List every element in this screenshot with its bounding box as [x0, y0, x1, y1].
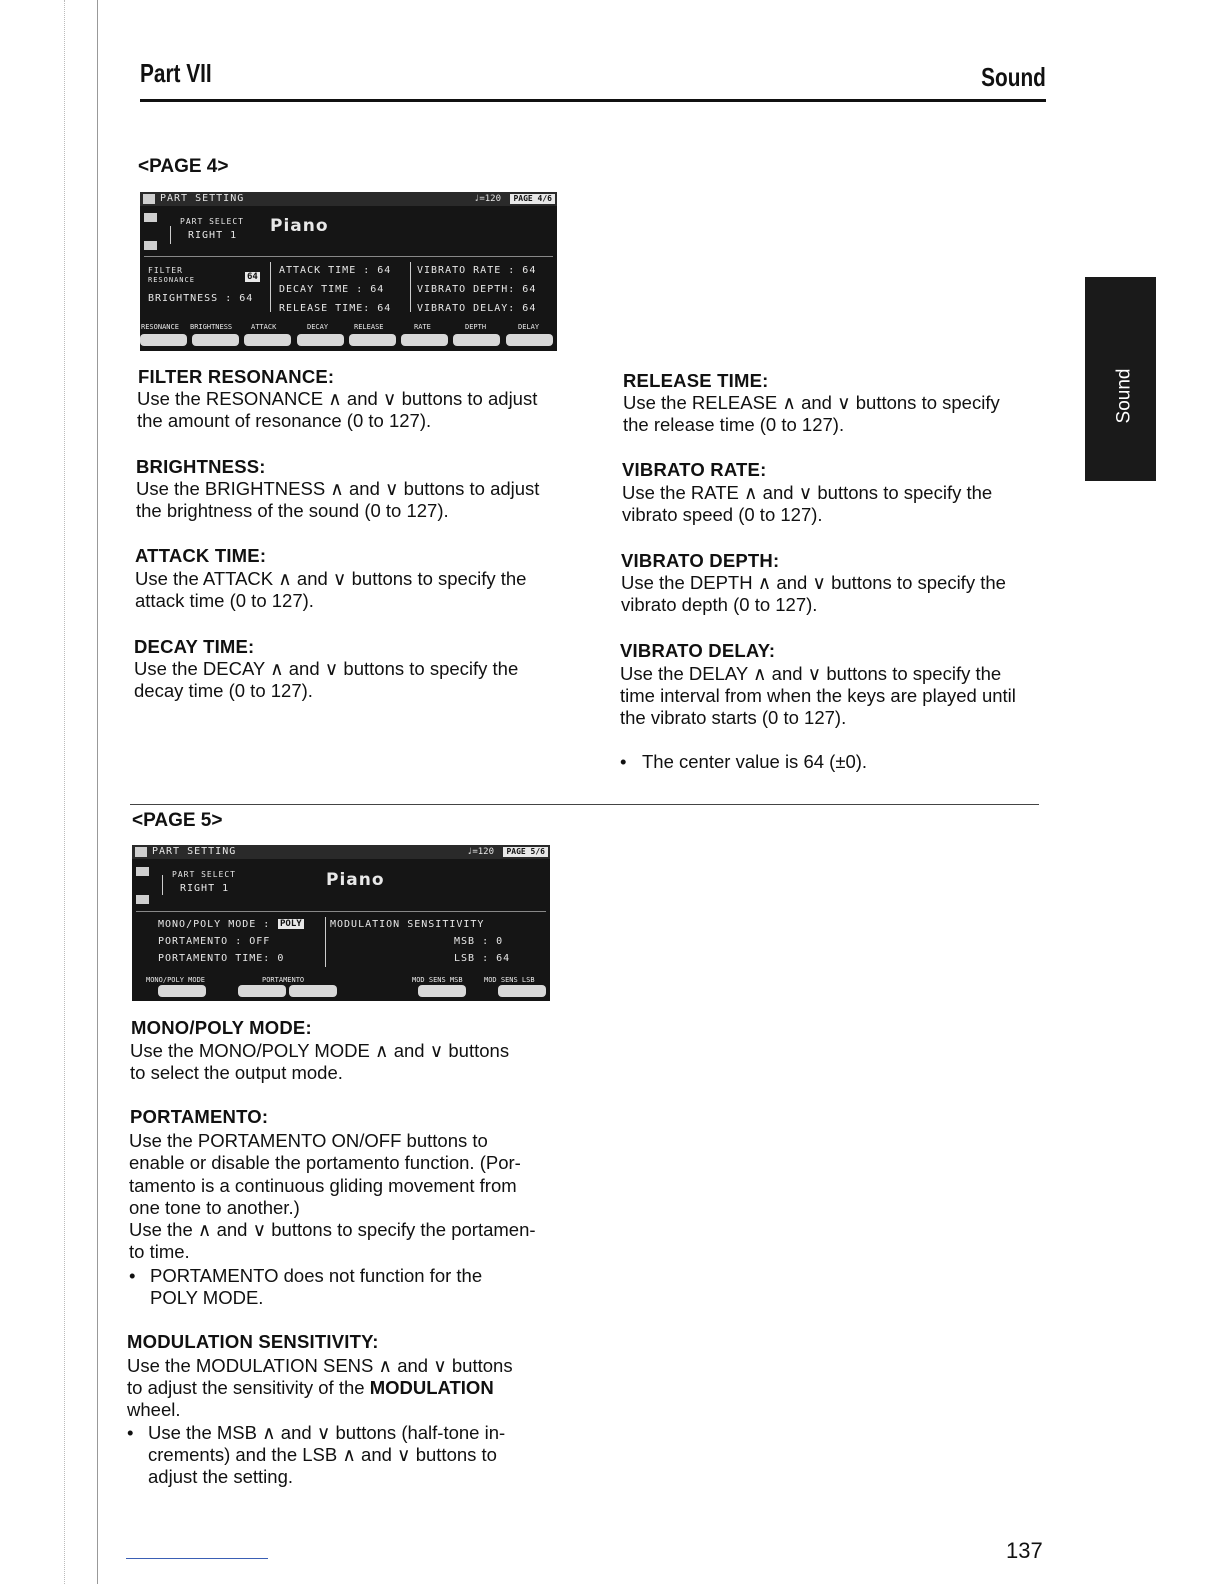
- bullet-dot: •: [129, 1265, 136, 1286]
- decay-line: DECAY TIME : 64: [279, 284, 385, 295]
- bullet-dot: •: [127, 1422, 134, 1443]
- release-button-label: RELEASE: [354, 323, 384, 331]
- decay-updown-button[interactable]: [297, 334, 344, 346]
- depth-updown-button[interactable]: [453, 334, 500, 346]
- delay-updown-button[interactable]: [506, 334, 553, 346]
- vibrato-delay-line: VIBRATO DELAY: 64: [417, 303, 537, 314]
- lcd-tempo: ♩=120: [473, 194, 501, 204]
- attack-updown-button[interactable]: [244, 334, 291, 346]
- attack-time-title: ATTACK TIME:: [135, 545, 267, 566]
- page4-label: <PAGE 4>: [138, 156, 229, 177]
- resonance-label: RESONANCE: [148, 276, 195, 284]
- part-down-icon: [136, 895, 149, 904]
- attack-time-text-2: attack time (0 to 127).: [135, 590, 314, 611]
- lcd-divider: [270, 262, 271, 312]
- portamento-text-5: Use the ∧ and ∨ buttons to specify the portamen-: [129, 1219, 536, 1240]
- resonance-value: 64: [247, 272, 258, 282]
- footer-rule: [126, 1558, 268, 1559]
- attack-button-label: ATTACK: [251, 323, 277, 331]
- release-time-title: RELEASE TIME:: [623, 370, 769, 391]
- rate-updown-button[interactable]: [401, 334, 448, 346]
- part-select-value: RIGHT 1: [180, 883, 230, 894]
- attack-line: ATTACK TIME : 64: [279, 265, 392, 276]
- modulation-text-2a: to adjust the sensitivity of the: [127, 1377, 365, 1398]
- portamento-text-1: Use the PORTAMENTO ON/OFF buttons to: [129, 1130, 488, 1151]
- mod-sens-lsb-button-label: MOD SENS LSB: [484, 976, 535, 984]
- decay-time-text-1: Use the DECAY ∧ and ∨ buttons to specify the: [134, 658, 519, 679]
- mono-poly-button-label: MONO/POLY MODE: [146, 976, 206, 984]
- portamento-title: PORTAMENTO:: [130, 1106, 269, 1127]
- part-header: Part VII: [140, 58, 212, 88]
- decay-time-title: DECAY TIME:: [134, 636, 255, 657]
- release-time-text-1: Use the RELEASE ∧ and ∨ buttons to specify: [623, 392, 1000, 413]
- page4-lcd-screen: [140, 192, 557, 351]
- mod-sens-lsb-button[interactable]: [498, 985, 546, 997]
- modulation-text-1: Use the MODULATION SENS ∧ and ∨ buttons: [127, 1355, 513, 1376]
- lcd-divider: [136, 911, 546, 912]
- instrument-name: Piano: [270, 216, 329, 236]
- modulation-bullet-2: crements) and the LSB ∧ and ∨ buttons to: [148, 1444, 497, 1465]
- decay-button-label: DECAY: [307, 323, 329, 331]
- portamento-time-line: PORTAMENTO TIME: 0: [158, 953, 285, 964]
- mono-poly-updown-button[interactable]: [158, 985, 206, 997]
- lcd-divider: [162, 875, 163, 895]
- resonance-updown-button[interactable]: [140, 334, 187, 346]
- side-tab-label: Sound: [1113, 368, 1135, 424]
- part-setting-icon: [135, 847, 147, 857]
- portamento-onoff-button[interactable]: [238, 985, 286, 997]
- lcd-title: PART SETTING: [152, 846, 237, 857]
- brightness-button-label: BRIGHTNESS: [190, 323, 233, 331]
- lsb-line: LSB : 64: [454, 953, 511, 964]
- modulation-wheel-bold: MODULATION: [369, 1377, 494, 1398]
- vibrato-rate-title: VIBRATO RATE:: [622, 459, 767, 480]
- lcd-tempo: ♩=120: [466, 847, 494, 857]
- portamento-bullet-2: POLY MODE.: [150, 1287, 264, 1308]
- vibrato-depth-title: VIBRATO DEPTH:: [621, 550, 780, 571]
- modulation-bullet-3: adjust the setting.: [148, 1466, 294, 1487]
- mono-poly-text-2: to select the output mode.: [130, 1062, 343, 1083]
- vibrato-depth-text-1: Use the DEPTH ∧ and ∨ buttons to specify the: [621, 572, 1006, 593]
- mod-sens-msb-button[interactable]: [418, 985, 466, 997]
- vibrato-depth-line: VIBRATO DEPTH: 64: [417, 284, 537, 295]
- brightness-line: BRIGHTNESS : 64: [148, 293, 254, 304]
- section-divider: [130, 804, 1039, 805]
- page5-label: <PAGE 5>: [132, 810, 223, 831]
- page-number: 137: [1006, 1538, 1043, 1563]
- lcd-divider: [410, 262, 411, 312]
- vibrato-delay-text-1: Use the DELAY ∧ and ∨ buttons to specify the: [620, 663, 1002, 684]
- page5-lcd-screen: [132, 845, 550, 1001]
- header-rule: [140, 99, 1046, 102]
- vibrato-rate-line: VIBRATO RATE : 64: [417, 265, 537, 276]
- modulation-title: MODULATION SENSITIVITY:: [127, 1331, 379, 1352]
- brightness-text-1: Use the BRIGHTNESS ∧ and ∨ buttons to adjust: [136, 478, 540, 499]
- portamento-text-2: enable or disable the portamento function. (Por-: [129, 1152, 521, 1173]
- portamento-text-3: tamento is a continuous gliding movement from: [129, 1175, 517, 1196]
- modulation-text-2: [127, 1377, 494, 1400]
- resonance-button-label: RESONANCE: [141, 323, 179, 331]
- mono-poly-line: MONO/POLY MODE :: [158, 919, 271, 930]
- mono-poly-title: MONO/POLY MODE:: [131, 1017, 312, 1038]
- lcd-divider: [325, 917, 326, 967]
- filter-label: FILTER: [148, 266, 183, 275]
- mod-sens-msb-button-label: MOD SENS MSB: [412, 976, 463, 984]
- rate-button-label: RATE: [414, 323, 431, 331]
- vibrato-rate-text-1: Use the RATE ∧ and ∨ buttons to specify the: [622, 482, 993, 503]
- modulation-bullet-1: Use the MSB ∧ and ∨ buttons (half-tone in-: [148, 1422, 506, 1443]
- vibrato-delay-text-3: the vibrato starts (0 to 127).: [620, 707, 847, 728]
- bullet-dot: •: [620, 751, 627, 772]
- center-value-note: The center value is 64 (±0).: [642, 751, 868, 772]
- decay-time-text-2: decay time (0 to 127).: [134, 680, 313, 701]
- part-setting-icon: [143, 194, 155, 204]
- part-down-icon: [144, 241, 157, 250]
- binder-margin-line: [97, 0, 98, 1584]
- section-header: Sound: [981, 62, 1046, 92]
- filter-resonance-text-1: Use the RESONANCE ∧ and ∨ buttons to adjust: [137, 388, 538, 409]
- release-updown-button[interactable]: [349, 334, 396, 346]
- msb-line: MSB : 0: [454, 936, 504, 947]
- filter-resonance-title: FILTER RESONANCE:: [138, 366, 335, 387]
- part-up-icon: [144, 213, 157, 222]
- mod-sens-label: MODULATION SENSITIVITY: [330, 919, 485, 930]
- portamento-line: PORTAMENTO : OFF: [158, 936, 271, 947]
- mono-poly-text-1: Use the MONO/POLY MODE ∧ and ∨ buttons: [130, 1040, 510, 1061]
- delay-button-label: DELAY: [518, 323, 540, 331]
- vibrato-rate-text-2: vibrato speed (0 to 127).: [622, 504, 823, 525]
- part-select-value: RIGHT 1: [188, 230, 238, 241]
- brightness-updown-button[interactable]: [192, 334, 239, 346]
- part-up-icon: [136, 867, 149, 876]
- section-side-tab: [1085, 277, 1156, 481]
- release-time-text-2: the release time (0 to 127).: [623, 414, 845, 435]
- portamento-text-6: to time.: [129, 1241, 190, 1262]
- portamento-updown-button[interactable]: [289, 985, 337, 997]
- release-line: RELEASE TIME: 64: [279, 303, 392, 314]
- part-select-label: PART SELECT: [180, 217, 244, 226]
- lcd-divider: [170, 226, 171, 244]
- depth-button-label: DEPTH: [465, 323, 487, 331]
- brightness-title: BRIGHTNESS:: [136, 456, 266, 477]
- vibrato-delay-text-2: time interval from when the keys are played until: [620, 685, 1016, 706]
- vibrato-depth-text-2: vibrato depth (0 to 127).: [621, 594, 818, 615]
- lcd-title: PART SETTING: [160, 193, 245, 204]
- vibrato-delay-title: VIBRATO DELAY:: [620, 640, 776, 661]
- portamento-text-4: one tone to another.): [129, 1197, 300, 1218]
- mono-poly-value: POLY: [280, 919, 302, 929]
- modulation-text-3: wheel.: [127, 1399, 181, 1420]
- attack-time-text-1: Use the ATTACK ∧ and ∨ buttons to specify the: [135, 568, 527, 589]
- brightness-text-2: the brightness of the sound (0 to 127).: [136, 500, 449, 521]
- portamento-button-label: PORTAMENTO: [262, 976, 305, 984]
- lcd-divider: [144, 256, 553, 257]
- instrument-name: Piano: [326, 870, 385, 890]
- filter-resonance-text-2: the amount of resonance (0 to 127).: [137, 410, 432, 431]
- portamento-bullet-1: PORTAMENTO does not function for the: [150, 1265, 483, 1286]
- lcd-page-indicator: PAGE 5/6: [503, 847, 548, 857]
- lcd-page-indicator: PAGE 4/6: [510, 194, 555, 204]
- part-select-label: PART SELECT: [172, 870, 236, 879]
- binder-margin-line: [64, 0, 65, 1584]
